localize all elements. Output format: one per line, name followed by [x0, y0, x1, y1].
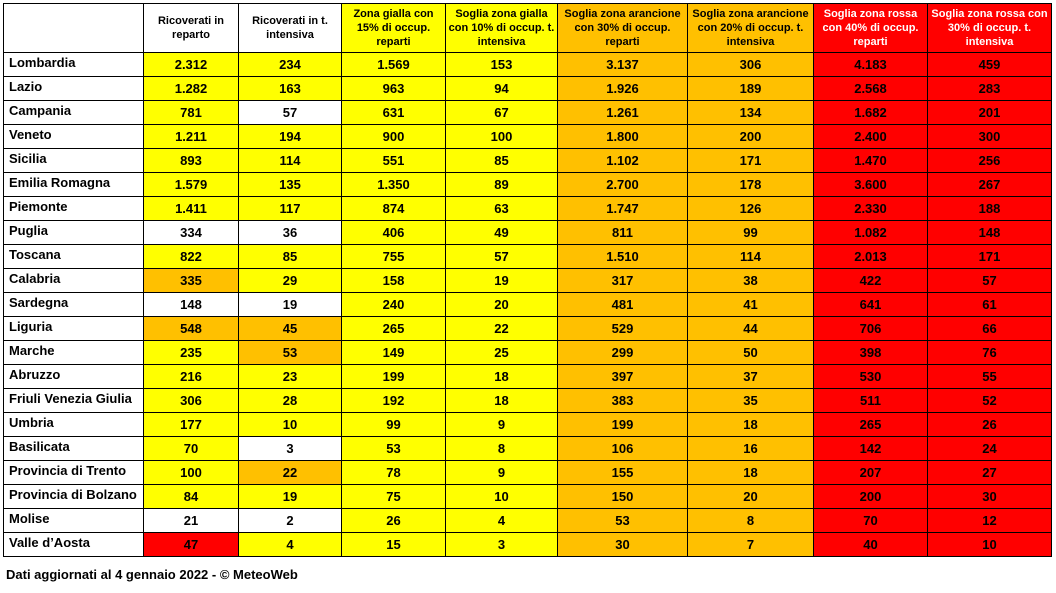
- table-row: [4, 77, 1052, 101]
- rossa-intensiva-cell: 12: [928, 509, 1052, 533]
- ricoverati-intensiva-cell: 85: [239, 245, 342, 269]
- table-row: [4, 101, 1052, 125]
- gialla-reparti-cell: 78: [342, 461, 446, 485]
- rossa-intensiva-cell: 76: [928, 341, 1052, 365]
- ricoverati-reparto-cell: 148: [144, 293, 239, 317]
- rossa-intensiva-cell: 66: [928, 317, 1052, 341]
- arancione-reparti-cell: 30: [558, 533, 688, 557]
- header-corner: [4, 4, 144, 53]
- footer-note: Dati aggiornati al 4 gennaio 2022 - © MeteoWeb: [6, 567, 298, 582]
- ricoverati-intensiva-cell: 28: [239, 389, 342, 413]
- ricoverati-reparto-cell: 2.312: [144, 53, 239, 77]
- rossa-intensiva-cell: 57: [928, 269, 1052, 293]
- ricoverati-reparto-cell: 893: [144, 149, 239, 173]
- ricoverati-reparto-cell: 100: [144, 461, 239, 485]
- ricoverati-reparto-cell: 21: [144, 509, 239, 533]
- arancione-intensiva-cell: 189: [688, 77, 814, 101]
- gialla-reparti-cell: 755: [342, 245, 446, 269]
- table-row: [4, 245, 1052, 269]
- arancione-reparti-cell: 811: [558, 221, 688, 245]
- gialla-intensiva-cell: 22: [446, 317, 558, 341]
- arancione-reparti-cell: 1.747: [558, 197, 688, 221]
- region-name-cell: Piemonte: [4, 197, 144, 221]
- region-name-cell: Marche: [4, 341, 144, 365]
- ricoverati-intensiva-cell: 19: [239, 293, 342, 317]
- rossa-reparti-cell: 2.330: [814, 197, 928, 221]
- region-name-cell: Toscana: [4, 245, 144, 269]
- gialla-reparti-cell: 900: [342, 125, 446, 149]
- gialla-reparti-cell: 874: [342, 197, 446, 221]
- ricoverati-intensiva-cell: 114: [239, 149, 342, 173]
- ricoverati-intensiva-cell: 194: [239, 125, 342, 149]
- arancione-reparti-cell: 529: [558, 317, 688, 341]
- gialla-reparti-cell: 963: [342, 77, 446, 101]
- arancione-intensiva-cell: 171: [688, 149, 814, 173]
- arancione-reparti-cell: 1.926: [558, 77, 688, 101]
- arancione-intensiva-cell: 38: [688, 269, 814, 293]
- arancione-reparti-cell: 299: [558, 341, 688, 365]
- rossa-reparti-cell: 1.470: [814, 149, 928, 173]
- gialla-reparti-cell: 158: [342, 269, 446, 293]
- arancione-reparti-cell: 1.102: [558, 149, 688, 173]
- gialla-reparti-cell: 551: [342, 149, 446, 173]
- arancione-reparti-cell: 1.261: [558, 101, 688, 125]
- ricoverati-reparto-cell: 47: [144, 533, 239, 557]
- rossa-reparti-cell: 265: [814, 413, 928, 437]
- rossa-reparti-cell: 2.013: [814, 245, 928, 269]
- ricoverati-intensiva-cell: 234: [239, 53, 342, 77]
- arancione-intensiva-cell: 306: [688, 53, 814, 77]
- ricoverati-intensiva-cell: 45: [239, 317, 342, 341]
- gialla-reparti-cell: 631: [342, 101, 446, 125]
- gialla-reparti-cell: 1.569: [342, 53, 446, 77]
- ricoverati-intensiva-cell: 22: [239, 461, 342, 485]
- rossa-intensiva-cell: 27: [928, 461, 1052, 485]
- table-row: [4, 293, 1052, 317]
- arancione-intensiva-cell: 20: [688, 485, 814, 509]
- table-row: [4, 413, 1052, 437]
- ricoverati-intensiva-cell: 117: [239, 197, 342, 221]
- ricoverati-intensiva-cell: 29: [239, 269, 342, 293]
- ricoverati-reparto-cell: 84: [144, 485, 239, 509]
- rossa-reparti-cell: 142: [814, 437, 928, 461]
- rossa-intensiva-cell: 171: [928, 245, 1052, 269]
- ricoverati-intensiva-cell: 3: [239, 437, 342, 461]
- rossa-intensiva-cell: 459: [928, 53, 1052, 77]
- ricoverati-reparto-cell: 1.211: [144, 125, 239, 149]
- ricoverati-intensiva-cell: 36: [239, 221, 342, 245]
- arancione-intensiva-cell: 35: [688, 389, 814, 413]
- region-name-cell: Emilia Romagna: [4, 173, 144, 197]
- gialla-reparti-cell: 99: [342, 413, 446, 437]
- gialla-reparti-cell: 199: [342, 365, 446, 389]
- table-row: [4, 437, 1052, 461]
- arancione-intensiva-cell: 114: [688, 245, 814, 269]
- rossa-intensiva-cell: 61: [928, 293, 1052, 317]
- header-row: [4, 4, 1052, 53]
- gialla-intensiva-cell: 89: [446, 173, 558, 197]
- table-row: [4, 173, 1052, 197]
- ricoverati-intensiva-cell: 10: [239, 413, 342, 437]
- region-name-cell: Friuli Venezia Giulia: [4, 389, 144, 413]
- header-ricoverati-intensiva: Ricoverati in t. intensiva: [239, 4, 342, 53]
- ricoverati-reparto-cell: 216: [144, 365, 239, 389]
- ricoverati-reparto-cell: 1.411: [144, 197, 239, 221]
- arancione-reparti-cell: 1.510: [558, 245, 688, 269]
- table-row: [4, 53, 1052, 77]
- ricoverati-reparto-cell: 177: [144, 413, 239, 437]
- table-row: [4, 149, 1052, 173]
- gialla-intensiva-cell: 9: [446, 413, 558, 437]
- gialla-intensiva-cell: 19: [446, 269, 558, 293]
- gialla-reparti-cell: 192: [342, 389, 446, 413]
- gialla-intensiva-cell: 10: [446, 485, 558, 509]
- ricoverati-reparto-cell: 548: [144, 317, 239, 341]
- hospital-occupancy-table: [3, 3, 1052, 557]
- arancione-intensiva-cell: 16: [688, 437, 814, 461]
- rossa-intensiva-cell: 300: [928, 125, 1052, 149]
- arancione-intensiva-cell: 126: [688, 197, 814, 221]
- region-name-cell: Basilicata: [4, 437, 144, 461]
- ricoverati-intensiva-cell: 4: [239, 533, 342, 557]
- gialla-reparti-cell: 406: [342, 221, 446, 245]
- gialla-reparti-cell: 53: [342, 437, 446, 461]
- gialla-intensiva-cell: 20: [446, 293, 558, 317]
- header-gialla-intensiva: Soglia zona gialla con 10% di occup. t. intensiva: [446, 4, 558, 53]
- gialla-intensiva-cell: 8: [446, 437, 558, 461]
- rossa-intensiva-cell: 52: [928, 389, 1052, 413]
- gialla-reparti-cell: 240: [342, 293, 446, 317]
- table-row: [4, 461, 1052, 485]
- header-arancione-reparti: Soglia zona arancione con 30% di occup. reparti: [558, 4, 688, 53]
- rossa-intensiva-cell: 148: [928, 221, 1052, 245]
- gialla-intensiva-cell: 85: [446, 149, 558, 173]
- rossa-intensiva-cell: 256: [928, 149, 1052, 173]
- table-row: [4, 125, 1052, 149]
- region-name-cell: Umbria: [4, 413, 144, 437]
- table-row: [4, 269, 1052, 293]
- header-gialla-reparti: Zona gialla con 15% di occup. reparti: [342, 4, 446, 53]
- region-name-cell: Lombardia: [4, 53, 144, 77]
- rossa-intensiva-cell: 24: [928, 437, 1052, 461]
- table-row: [4, 221, 1052, 245]
- gialla-reparti-cell: 149: [342, 341, 446, 365]
- ricoverati-intensiva-cell: 135: [239, 173, 342, 197]
- gialla-reparti-cell: 1.350: [342, 173, 446, 197]
- region-name-cell: Provincia di Bolzano: [4, 485, 144, 509]
- arancione-intensiva-cell: 50: [688, 341, 814, 365]
- region-name-cell: Lazio: [4, 77, 144, 101]
- rossa-intensiva-cell: 26: [928, 413, 1052, 437]
- header-arancione-intensiva: Soglia zona arancione con 20% di occup. t. intensiva: [688, 4, 814, 53]
- rossa-reparti-cell: 200: [814, 485, 928, 509]
- arancione-reparti-cell: 317: [558, 269, 688, 293]
- arancione-intensiva-cell: 134: [688, 101, 814, 125]
- arancione-intensiva-cell: 18: [688, 413, 814, 437]
- table-row: [4, 533, 1052, 557]
- rossa-reparti-cell: 3.600: [814, 173, 928, 197]
- rossa-reparti-cell: 2.568: [814, 77, 928, 101]
- ricoverati-reparto-cell: 781: [144, 101, 239, 125]
- header-ricoverati-reparto: Ricoverati in reparto: [144, 4, 239, 53]
- ricoverati-intensiva-cell: 19: [239, 485, 342, 509]
- ricoverati-reparto-cell: 235: [144, 341, 239, 365]
- arancione-intensiva-cell: 41: [688, 293, 814, 317]
- arancione-reparti-cell: 106: [558, 437, 688, 461]
- gialla-intensiva-cell: 57: [446, 245, 558, 269]
- gialla-intensiva-cell: 49: [446, 221, 558, 245]
- rossa-reparti-cell: 4.183: [814, 53, 928, 77]
- gialla-intensiva-cell: 4: [446, 509, 558, 533]
- ricoverati-intensiva-cell: 23: [239, 365, 342, 389]
- ricoverati-intensiva-cell: 57: [239, 101, 342, 125]
- rossa-intensiva-cell: 30: [928, 485, 1052, 509]
- rossa-intensiva-cell: 188: [928, 197, 1052, 221]
- table-row: [4, 485, 1052, 509]
- gialla-intensiva-cell: 67: [446, 101, 558, 125]
- arancione-reparti-cell: 2.700: [558, 173, 688, 197]
- gialla-intensiva-cell: 3: [446, 533, 558, 557]
- region-name-cell: Liguria: [4, 317, 144, 341]
- ricoverati-reparto-cell: 306: [144, 389, 239, 413]
- table-row: [4, 509, 1052, 533]
- region-name-cell: Sardegna: [4, 293, 144, 317]
- rossa-intensiva-cell: 10: [928, 533, 1052, 557]
- rossa-reparti-cell: 207: [814, 461, 928, 485]
- gialla-reparti-cell: 75: [342, 485, 446, 509]
- region-name-cell: Molise: [4, 509, 144, 533]
- rossa-reparti-cell: 40: [814, 533, 928, 557]
- rossa-reparti-cell: 1.682: [814, 101, 928, 125]
- table-row: [4, 317, 1052, 341]
- region-name-cell: Puglia: [4, 221, 144, 245]
- arancione-intensiva-cell: 7: [688, 533, 814, 557]
- arancione-intensiva-cell: 178: [688, 173, 814, 197]
- region-name-cell: Abruzzo: [4, 365, 144, 389]
- rossa-intensiva-cell: 283: [928, 77, 1052, 101]
- gialla-reparti-cell: 15: [342, 533, 446, 557]
- gialla-intensiva-cell: 100: [446, 125, 558, 149]
- table-row: [4, 197, 1052, 221]
- arancione-reparti-cell: 53: [558, 509, 688, 533]
- arancione-reparti-cell: 150: [558, 485, 688, 509]
- table-row: [4, 365, 1052, 389]
- rossa-reparti-cell: 1.082: [814, 221, 928, 245]
- rossa-intensiva-cell: 201: [928, 101, 1052, 125]
- ricoverati-reparto-cell: 1.579: [144, 173, 239, 197]
- arancione-reparti-cell: 397: [558, 365, 688, 389]
- arancione-reparti-cell: 155: [558, 461, 688, 485]
- arancione-reparti-cell: 481: [558, 293, 688, 317]
- arancione-reparti-cell: 3.137: [558, 53, 688, 77]
- ricoverati-reparto-cell: 1.282: [144, 77, 239, 101]
- arancione-intensiva-cell: 8: [688, 509, 814, 533]
- ricoverati-intensiva-cell: 53: [239, 341, 342, 365]
- gialla-reparti-cell: 26: [342, 509, 446, 533]
- rossa-intensiva-cell: 267: [928, 173, 1052, 197]
- rossa-intensiva-cell: 55: [928, 365, 1052, 389]
- gialla-intensiva-cell: 18: [446, 389, 558, 413]
- gialla-intensiva-cell: 94: [446, 77, 558, 101]
- arancione-intensiva-cell: 18: [688, 461, 814, 485]
- ricoverati-intensiva-cell: 2: [239, 509, 342, 533]
- ricoverati-reparto-cell: 334: [144, 221, 239, 245]
- region-name-cell: Calabria: [4, 269, 144, 293]
- region-name-cell: Campania: [4, 101, 144, 125]
- arancione-intensiva-cell: 200: [688, 125, 814, 149]
- arancione-intensiva-cell: 99: [688, 221, 814, 245]
- gialla-intensiva-cell: 63: [446, 197, 558, 221]
- rossa-reparti-cell: 70: [814, 509, 928, 533]
- table-row: [4, 341, 1052, 365]
- rossa-reparti-cell: 511: [814, 389, 928, 413]
- rossa-reparti-cell: 422: [814, 269, 928, 293]
- gialla-reparti-cell: 265: [342, 317, 446, 341]
- table-row: [4, 389, 1052, 413]
- ricoverati-intensiva-cell: 163: [239, 77, 342, 101]
- ricoverati-reparto-cell: 70: [144, 437, 239, 461]
- table-body: [4, 53, 1052, 557]
- arancione-reparti-cell: 199: [558, 413, 688, 437]
- region-name-cell: Veneto: [4, 125, 144, 149]
- header-rossa-reparti: Soglia zona rossa con 40% di occup. reparti: [814, 4, 928, 53]
- ricoverati-reparto-cell: 822: [144, 245, 239, 269]
- rossa-reparti-cell: 2.400: [814, 125, 928, 149]
- gialla-intensiva-cell: 18: [446, 365, 558, 389]
- arancione-intensiva-cell: 37: [688, 365, 814, 389]
- gialla-intensiva-cell: 153: [446, 53, 558, 77]
- arancione-reparti-cell: 383: [558, 389, 688, 413]
- ricoverati-reparto-cell: 335: [144, 269, 239, 293]
- rossa-reparti-cell: 530: [814, 365, 928, 389]
- region-name-cell: Sicilia: [4, 149, 144, 173]
- header-rossa-intensiva: Soglia zona rossa con 30% di occup. t. intensiva: [928, 4, 1052, 53]
- gialla-intensiva-cell: 25: [446, 341, 558, 365]
- region-name-cell: Valle d’Aosta: [4, 533, 144, 557]
- gialla-intensiva-cell: 9: [446, 461, 558, 485]
- rossa-reparti-cell: 398: [814, 341, 928, 365]
- arancione-intensiva-cell: 44: [688, 317, 814, 341]
- region-name-cell: Provincia di Trento: [4, 461, 144, 485]
- arancione-reparti-cell: 1.800: [558, 125, 688, 149]
- rossa-reparti-cell: 706: [814, 317, 928, 341]
- rossa-reparti-cell: 641: [814, 293, 928, 317]
